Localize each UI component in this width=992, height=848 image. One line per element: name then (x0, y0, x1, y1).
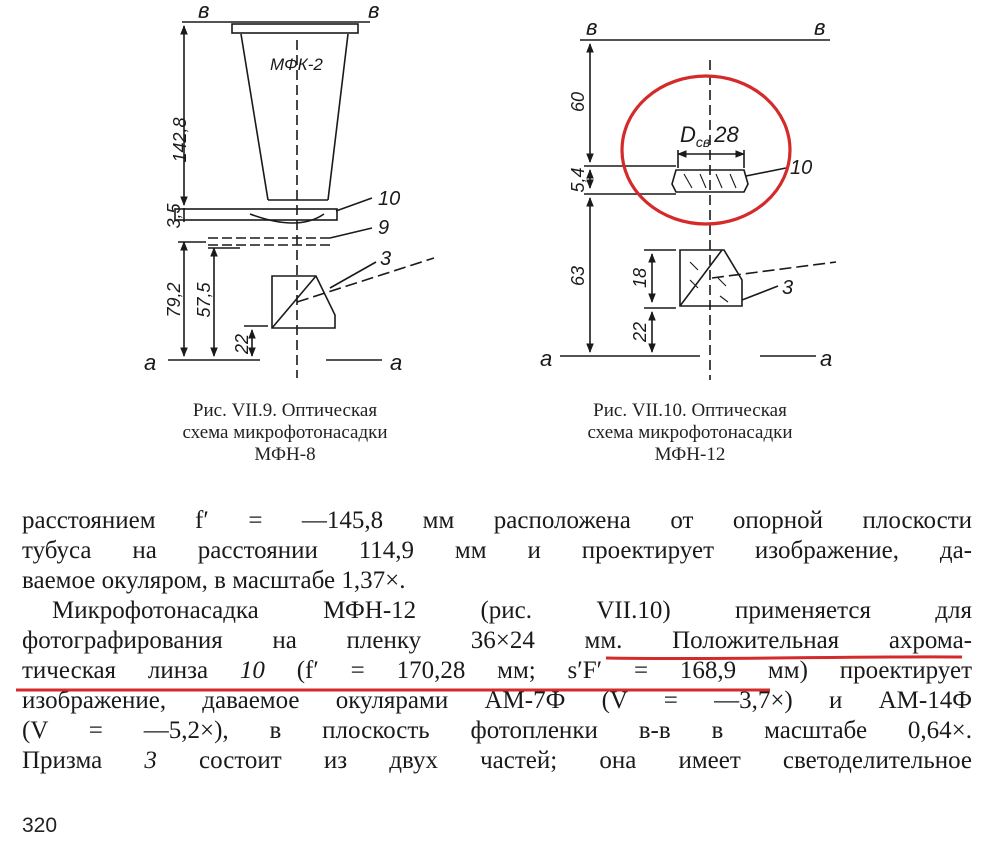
dim-22: 22 (630, 321, 650, 343)
dim-79-2: 79,2 (164, 282, 184, 318)
dim-22: 22 (232, 333, 252, 355)
eyepiece-top-plate (232, 24, 358, 33)
dim-18: 18 (630, 267, 650, 289)
eyepiece-label: МФК-2 (270, 55, 323, 74)
part-label-9: 9 (378, 217, 390, 239)
text-line: ваемое окуляром, в масштабе 1,37×. (22, 567, 406, 594)
caption-line: схема микрофотонасадки (182, 422, 388, 443)
part-label-3: 3 (782, 277, 794, 299)
annotation-circle (622, 76, 790, 224)
dim-60: 60 (568, 91, 588, 113)
part-label-3: 3 (380, 248, 392, 270)
text-line: тубуса на расстоянии 114,9 мм и проектирует изображение, да- (22, 537, 972, 564)
plane-label-bottom-left: а (540, 346, 553, 371)
plane-label-top-right: в (814, 15, 826, 40)
text-line: фотографирования на пленку 36×24 мм. Положительная ахрома- (22, 627, 973, 654)
figure-mfn12-labels (540, 15, 832, 371)
plane-label-top-left: в (586, 15, 598, 40)
plane-label-top-right: в (368, 0, 380, 23)
caption-line: МФН-12 (654, 444, 726, 465)
dim-5-4: 5,4 (568, 167, 588, 193)
text-line: изображение, даваемое окулярами АМ-7Ф (V = —3,7×) и АМ-14Ф (22, 687, 972, 714)
text-line: тическая линза 10 (f′ = 170,28 мм; s′F′ = 168,9 мм) проектирует (22, 657, 972, 684)
part-label-10: 10 (378, 188, 401, 210)
figure-mfn8-labels (144, 0, 402, 375)
part-label-10: 10 (790, 157, 813, 179)
caption-fig-vii-10 (520, 400, 860, 466)
prism-3 (680, 250, 742, 306)
plane-label-bottom-right: а (820, 346, 833, 371)
figure-mfn12 (560, 40, 836, 380)
text-line: Микрофотонасадка МФН-12 (рис. VII.10) применяется для (52, 597, 972, 624)
plane-label-bottom-right: а (390, 350, 403, 375)
lens-10-curve (250, 214, 324, 223)
caption-line: Рис. VII.10. Оптическая (593, 400, 787, 421)
dim-3-5: 3,5 (164, 203, 184, 229)
text-line: (V = —5,2×), в плоскость фотопленки в-в в масштабе 0,64×. (22, 717, 972, 744)
caption-fig-vii-9 (120, 400, 450, 466)
dim-142-8: 142,8 (170, 117, 190, 163)
lens-10-plate (175, 209, 337, 220)
page-number: 320 (22, 814, 58, 837)
caption-line: МФН-8 (254, 444, 316, 465)
caption-line: схема микрофотонасадки (587, 422, 793, 443)
plane-label-top-left: в (198, 0, 210, 23)
dim-63: 63 (568, 265, 588, 287)
body-text (22, 506, 972, 776)
prism-3 (272, 276, 335, 328)
dim-57-5: 57,5 (194, 282, 214, 318)
text-line: Призма 3 состоит из двух частей; она имеет светоделительное (22, 747, 973, 774)
caption-line: Рис. VII.9. Оптическая (192, 400, 378, 421)
plane-label-bottom-left: а (144, 350, 157, 375)
lens-diameter-label: $D_{св}$ 28 (680, 122, 739, 150)
text-line: расстоянием f′ = —145,8 мм расположена от опорной плоскости (22, 507, 972, 534)
